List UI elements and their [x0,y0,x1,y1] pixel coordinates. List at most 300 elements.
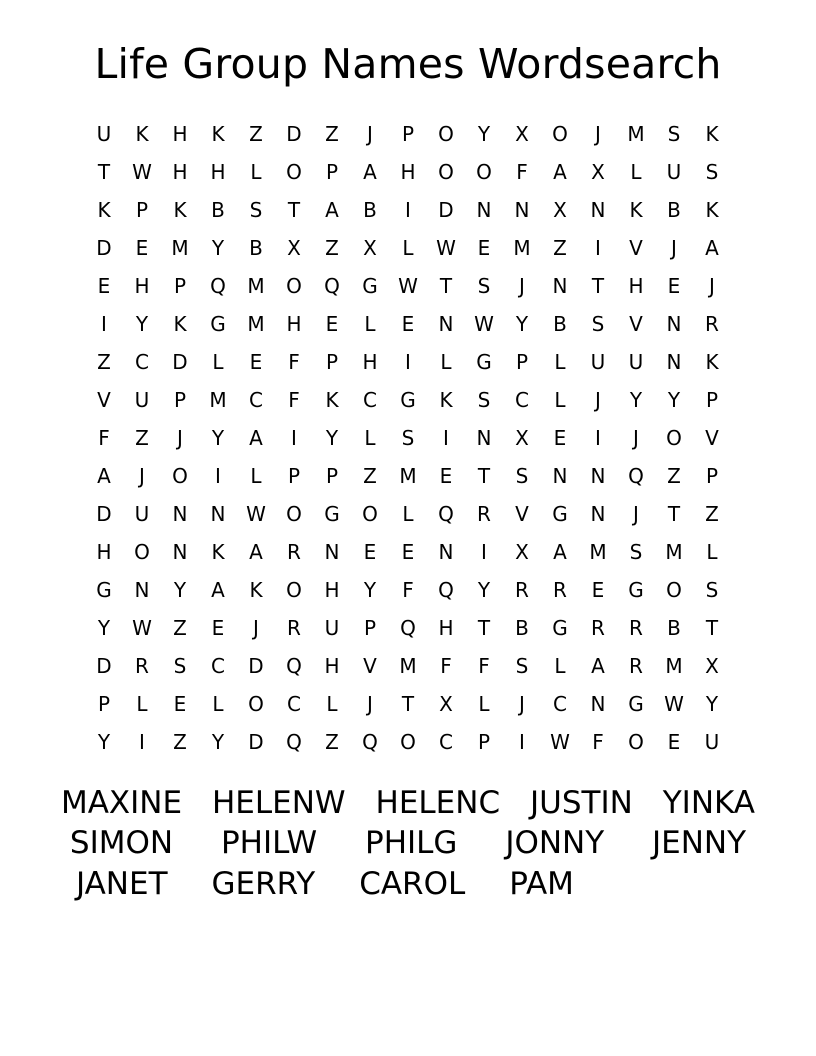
grid-cell[interactable]: I [215,464,221,489]
grid-cell[interactable]: U [134,502,150,527]
grid-cell[interactable]: H [438,616,454,641]
grid-cell[interactable]: Y [173,578,187,603]
grid-cell[interactable]: L [402,236,414,261]
grid-cell[interactable]: P [287,464,301,489]
grid-cell[interactable]: G [400,388,416,413]
grid-cell[interactable]: N [590,692,606,717]
word-list-item[interactable]: PHILW [220,825,318,862]
grid-cell[interactable]: O [476,160,492,185]
grid-cell[interactable]: P [401,122,415,147]
grid-cell[interactable]: J [519,274,525,299]
grid-cell[interactable]: Y [477,578,491,603]
grid-cell[interactable]: C [287,692,301,717]
grid-cell[interactable]: K [211,540,225,565]
grid-cell[interactable]: L [554,654,566,679]
grid-cell[interactable]: S [629,540,643,565]
grid-cell[interactable]: Y [515,312,529,337]
grid-cell[interactable]: L [212,692,224,717]
grid-cell[interactable]: U [134,388,150,413]
grid-cell[interactable]: L [554,388,566,413]
grid-cell[interactable]: N [476,198,492,223]
grid-cell[interactable]: S [515,654,529,679]
grid-cell[interactable]: K [97,198,111,223]
grid-cell[interactable]: J [367,122,373,147]
grid-cell[interactable]: O [286,274,302,299]
grid-cell[interactable]: Y [211,236,225,261]
grid-cell[interactable]: F [288,388,300,413]
grid-cell[interactable]: T [705,616,719,641]
grid-cell[interactable]: D [172,350,188,375]
grid-cell[interactable]: L [326,692,338,717]
grid-cell[interactable]: W [550,730,570,755]
grid-cell[interactable]: L [706,540,718,565]
grid-cell[interactable]: F [516,160,528,185]
grid-cell[interactable]: L [136,692,148,717]
grid-cell[interactable]: J [177,426,183,451]
grid-cell[interactable]: F [288,350,300,375]
grid-cell[interactable]: A [553,540,567,565]
grid-cell[interactable]: Q [400,616,416,641]
grid-cell[interactable]: E [97,274,111,299]
grid-cell[interactable]: D [96,502,112,527]
grid-cell[interactable]: Z [173,730,187,755]
grid-cell[interactable]: K [705,198,719,223]
grid-cell[interactable]: K [211,122,225,147]
grid-cell[interactable]: S [705,160,719,185]
grid-cell[interactable]: Y [667,388,681,413]
grid-cell[interactable]: V [705,426,719,451]
grid-cell[interactable]: R [287,540,301,565]
grid-cell[interactable]: Z [705,502,719,527]
grid-cell[interactable]: A [553,160,567,185]
grid-cell[interactable]: Y [97,616,111,641]
grid-cell[interactable]: E [363,540,377,565]
grid-cell[interactable]: B [211,198,225,223]
grid-cell[interactable]: P [477,730,491,755]
grid-cell[interactable]: Q [324,274,340,299]
grid-cell[interactable]: E [325,312,339,337]
grid-cell[interactable]: U [666,160,682,185]
grid-cell[interactable]: T [97,160,111,185]
grid-cell[interactable]: H [362,350,378,375]
grid-cell[interactable]: N [172,540,188,565]
grid-cell[interactable]: N [514,198,530,223]
grid-cell[interactable]: Y [135,312,149,337]
grid-cell[interactable]: M [665,654,683,679]
grid-cell[interactable]: H [172,122,188,147]
grid-cell[interactable]: Q [362,730,378,755]
grid-cell[interactable]: A [249,540,263,565]
grid-cell[interactable]: Z [325,236,339,261]
grid-cell[interactable]: Y [705,692,719,717]
grid-cell[interactable]: L [212,350,224,375]
grid-cell[interactable]: P [97,692,111,717]
grid-cell[interactable]: N [590,502,606,527]
grid-cell[interactable]: W [436,236,456,261]
grid-cell[interactable]: C [515,388,529,413]
grid-cell[interactable]: O [552,122,568,147]
grid-cell[interactable]: M [247,312,265,337]
grid-cell[interactable]: R [553,578,567,603]
grid-cell[interactable]: C [249,388,263,413]
grid-cell[interactable]: Z [325,122,339,147]
grid-cell[interactable]: I [595,426,601,451]
grid-cell[interactable]: B [363,198,377,223]
grid-cell[interactable]: R [287,616,301,641]
grid-cell[interactable]: R [135,654,149,679]
word-list-item[interactable]: HELENW [211,785,346,822]
word-list-item[interactable]: JUSTIN [530,785,633,822]
grid-cell[interactable]: H [96,540,112,565]
grid-cell[interactable]: N [590,198,606,223]
grid-cell[interactable]: L [364,312,376,337]
grid-cell[interactable]: T [287,198,301,223]
grid-cell[interactable]: V [629,236,643,261]
grid-cell[interactable]: O [248,692,264,717]
grid-cell[interactable]: L [402,502,414,527]
grid-cell[interactable]: J [253,616,259,641]
grid-cell[interactable]: O [362,502,378,527]
grid-cell[interactable]: N [172,502,188,527]
grid-cell[interactable]: M [209,388,227,413]
grid-cell[interactable]: M [513,236,531,261]
grid-cell[interactable]: O [172,464,188,489]
grid-cell[interactable]: R [477,502,491,527]
grid-cell[interactable]: X [363,236,377,261]
grid-cell[interactable]: G [552,502,568,527]
grid-cell[interactable]: J [367,692,373,717]
grid-cell[interactable]: J [633,426,639,451]
grid-cell[interactable]: C [135,350,149,375]
grid-cell[interactable]: A [363,160,377,185]
grid-cell[interactable]: P [515,350,529,375]
grid-cell[interactable]: T [439,274,453,299]
grid-cell[interactable]: Z [325,730,339,755]
grid-cell[interactable]: Y [363,578,377,603]
grid-cell[interactable]: E [211,616,225,641]
grid-cell[interactable]: E [249,350,263,375]
grid-cell[interactable]: N [134,578,150,603]
grid-cell[interactable]: T [591,274,605,299]
grid-cell[interactable]: S [477,274,491,299]
grid-cell[interactable]: H [286,312,302,337]
grid-cell[interactable]: E [401,312,415,337]
grid-cell[interactable]: Q [628,464,644,489]
grid-cell[interactable]: R [591,616,605,641]
grid-cell[interactable]: K [249,578,263,603]
grid-cell[interactable]: Y [211,730,225,755]
grid-cell[interactable]: S [477,388,491,413]
grid-cell[interactable]: B [667,616,681,641]
grid-cell[interactable]: I [101,312,107,337]
grid-cell[interactable]: F [402,578,414,603]
grid-cell[interactable]: Z [667,464,681,489]
grid-cell[interactable]: R [705,312,719,337]
grid-cell[interactable]: H [324,654,340,679]
grid-cell[interactable]: D [96,654,112,679]
grid-cell[interactable]: L [554,350,566,375]
grid-cell[interactable]: Y [325,426,339,451]
grid-cell[interactable]: P [173,388,187,413]
grid-cell[interactable]: Z [97,350,111,375]
grid-cell[interactable]: H [628,274,644,299]
grid-cell[interactable]: K [173,198,187,223]
grid-cell[interactable]: J [519,692,525,717]
grid-cell[interactable]: E [135,236,149,261]
grid-cell[interactable]: I [519,730,525,755]
grid-cell[interactable]: D [286,122,302,147]
grid-cell[interactable]: A [325,198,339,223]
grid-cell[interactable]: M [589,540,607,565]
grid-cell[interactable]: N [210,502,226,527]
grid-cell[interactable]: Z [173,616,187,641]
grid-cell[interactable]: P [705,388,719,413]
grid-cell[interactable]: S [515,464,529,489]
grid-cell[interactable]: K [705,122,719,147]
grid-cell[interactable]: E [553,426,567,451]
grid-cell[interactable]: I [139,730,145,755]
grid-cell[interactable]: F [440,654,452,679]
grid-cell[interactable]: X [553,198,567,223]
grid-cell[interactable]: B [515,616,529,641]
grid-cell[interactable]: N [324,540,340,565]
grid-cell[interactable]: A [97,464,111,489]
grid-cell[interactable]: S [591,312,605,337]
grid-cell[interactable]: H [172,160,188,185]
grid-cell[interactable]: E [591,578,605,603]
word-list-item[interactable]: JONNY [505,825,605,862]
grid-cell[interactable]: F [592,730,604,755]
grid-cell[interactable]: H [134,274,150,299]
grid-cell[interactable]: L [440,350,452,375]
grid-cell[interactable]: R [629,616,643,641]
word-list-item[interactable]: PHILG [365,825,458,862]
grid-cell[interactable]: E [667,730,681,755]
grid-cell[interactable]: L [250,160,262,185]
grid-cell[interactable]: X [439,692,453,717]
grid-cell[interactable]: Q [438,502,454,527]
grid-cell[interactable]: K [705,350,719,375]
grid-cell[interactable]: I [405,198,411,223]
grid-cell[interactable]: L [250,464,262,489]
grid-cell[interactable]: W [664,692,684,717]
grid-cell[interactable]: O [286,502,302,527]
grid-cell[interactable]: H [324,578,340,603]
grid-cell[interactable]: G [552,616,568,641]
grid-cell[interactable]: L [478,692,490,717]
grid-cell[interactable]: J [595,388,601,413]
grid-cell[interactable]: O [286,160,302,185]
grid-cell[interactable]: V [97,388,111,413]
grid-cell[interactable]: K [325,388,339,413]
grid-cell[interactable]: Q [210,274,226,299]
grid-cell[interactable]: U [324,616,340,641]
grid-cell[interactable]: Z [135,426,149,451]
grid-cell[interactable]: Z [553,236,567,261]
word-list-item[interactable]: CAROL [359,865,466,902]
grid-cell[interactable]: K [439,388,453,413]
grid-cell[interactable]: N [476,426,492,451]
grid-cell[interactable]: R [629,654,643,679]
grid-cell[interactable]: P [325,464,339,489]
grid-cell[interactable]: W [132,616,152,641]
grid-cell[interactable]: W [246,502,266,527]
grid-cell[interactable]: U [628,350,644,375]
wordsearch-grid[interactable] [85,115,731,761]
grid-cell[interactable]: N [666,350,682,375]
grid-cell[interactable]: O [438,122,454,147]
grid-cell[interactable]: J [139,464,145,489]
grid-cell[interactable]: M [171,236,189,261]
grid-cell[interactable]: J [633,502,639,527]
grid-cell[interactable]: S [401,426,415,451]
grid-cell[interactable]: W [398,274,418,299]
grid-cell[interactable]: O [400,730,416,755]
grid-cell[interactable]: H [400,160,416,185]
word-list-item[interactable]: PAM [509,865,574,902]
grid-cell[interactable]: F [478,654,490,679]
grid-cell[interactable]: U [96,122,112,147]
grid-cell[interactable]: P [363,616,377,641]
grid-cell[interactable]: K [629,198,643,223]
word-list-item[interactable]: JENNY [652,825,747,862]
grid-cell[interactable]: N [438,540,454,565]
grid-cell[interactable]: Q [286,730,302,755]
grid-cell[interactable]: D [248,654,264,679]
grid-cell[interactable]: G [210,312,226,337]
grid-cell[interactable]: I [443,426,449,451]
grid-cell[interactable]: K [135,122,149,147]
grid-cell[interactable]: G [628,692,644,717]
grid-cell[interactable]: I [481,540,487,565]
grid-cell[interactable]: E [173,692,187,717]
grid-cell[interactable]: P [325,160,339,185]
grid-cell[interactable]: C [439,730,453,755]
word-list-item[interactable]: HELENC [375,785,501,822]
grid-cell[interactable]: L [364,426,376,451]
grid-cell[interactable]: G [96,578,112,603]
grid-cell[interactable]: U [704,730,720,755]
grid-cell[interactable]: N [552,274,568,299]
grid-cell[interactable]: X [705,654,719,679]
grid-cell[interactable]: T [477,616,491,641]
grid-cell[interactable]: N [666,312,682,337]
grid-cell[interactable]: O [666,578,682,603]
grid-cell[interactable]: A [249,426,263,451]
grid-cell[interactable]: Y [211,426,225,451]
grid-cell[interactable]: E [667,274,681,299]
grid-cell[interactable]: T [477,464,491,489]
grid-cell[interactable]: X [287,236,301,261]
grid-cell[interactable]: O [134,540,150,565]
grid-cell[interactable]: V [629,312,643,337]
grid-cell[interactable]: I [595,236,601,261]
grid-cell[interactable]: G [324,502,340,527]
grid-cell[interactable]: N [590,464,606,489]
grid-cell[interactable]: C [363,388,377,413]
grid-cell[interactable]: D [248,730,264,755]
grid-cell[interactable]: J [595,122,601,147]
grid-cell[interactable]: Y [97,730,111,755]
grid-cell[interactable]: M [627,122,645,147]
grid-cell[interactable]: S [705,578,719,603]
grid-cell[interactable]: G [628,578,644,603]
grid-cell[interactable]: O [286,578,302,603]
grid-cell[interactable]: O [438,160,454,185]
grid-cell[interactable]: Z [363,464,377,489]
grid-cell[interactable]: J [709,274,715,299]
grid-cell[interactable]: O [666,426,682,451]
grid-cell[interactable]: T [667,502,681,527]
grid-cell[interactable]: P [173,274,187,299]
grid-cell[interactable]: D [438,198,454,223]
grid-cell[interactable]: Q [286,654,302,679]
word-list-item[interactable]: MAXINE [60,785,183,822]
grid-cell[interactable]: M [247,274,265,299]
grid-cell[interactable]: N [438,312,454,337]
grid-cell[interactable]: G [362,274,378,299]
grid-cell[interactable]: V [515,502,529,527]
grid-cell[interactable]: A [705,236,719,261]
grid-cell[interactable]: W [474,312,494,337]
grid-cell[interactable]: U [590,350,606,375]
grid-cell[interactable]: A [591,654,605,679]
grid-cell[interactable]: X [515,426,529,451]
grid-cell[interactable]: P [325,350,339,375]
word-list-item[interactable]: GERRY [211,865,316,902]
grid-cell[interactable]: M [665,540,683,565]
grid-cell[interactable]: Z [249,122,263,147]
grid-cell[interactable]: M [399,464,417,489]
grid-cell[interactable]: S [173,654,187,679]
grid-cell[interactable]: D [96,236,112,261]
grid-cell[interactable]: X [515,122,529,147]
grid-cell[interactable]: C [553,692,567,717]
grid-cell[interactable]: R [515,578,529,603]
grid-cell[interactable]: A [211,578,225,603]
grid-cell[interactable]: J [671,236,677,261]
grid-cell[interactable]: N [552,464,568,489]
grid-cell[interactable]: W [132,160,152,185]
grid-cell[interactable]: I [291,426,297,451]
grid-cell[interactable]: P [705,464,719,489]
grid-cell[interactable]: S [249,198,263,223]
grid-cell[interactable]: E [439,464,453,489]
grid-cell[interactable]: X [591,160,605,185]
grid-cell[interactable]: C [211,654,225,679]
grid-cell[interactable]: B [249,236,263,261]
grid-cell[interactable]: G [476,350,492,375]
grid-cell[interactable]: F [98,426,110,451]
grid-cell[interactable]: Y [477,122,491,147]
grid-cell[interactable]: X [515,540,529,565]
grid-cell[interactable]: I [405,350,411,375]
grid-cell[interactable]: Q [438,578,454,603]
grid-cell[interactable]: T [401,692,415,717]
grid-cell[interactable]: S [667,122,681,147]
grid-cell[interactable]: E [477,236,491,261]
grid-cell[interactable]: Y [629,388,643,413]
grid-cell[interactable]: O [628,730,644,755]
word-list-item[interactable]: SIMON [69,825,174,862]
grid-cell[interactable]: P [135,198,149,223]
grid-cell[interactable]: K [173,312,187,337]
grid-cell[interactable]: B [667,198,681,223]
grid-cell[interactable]: H [210,160,226,185]
word-list-item[interactable]: JANET [76,865,168,902]
grid-cell[interactable]: E [401,540,415,565]
word-list-item[interactable]: YINKA [662,785,755,822]
